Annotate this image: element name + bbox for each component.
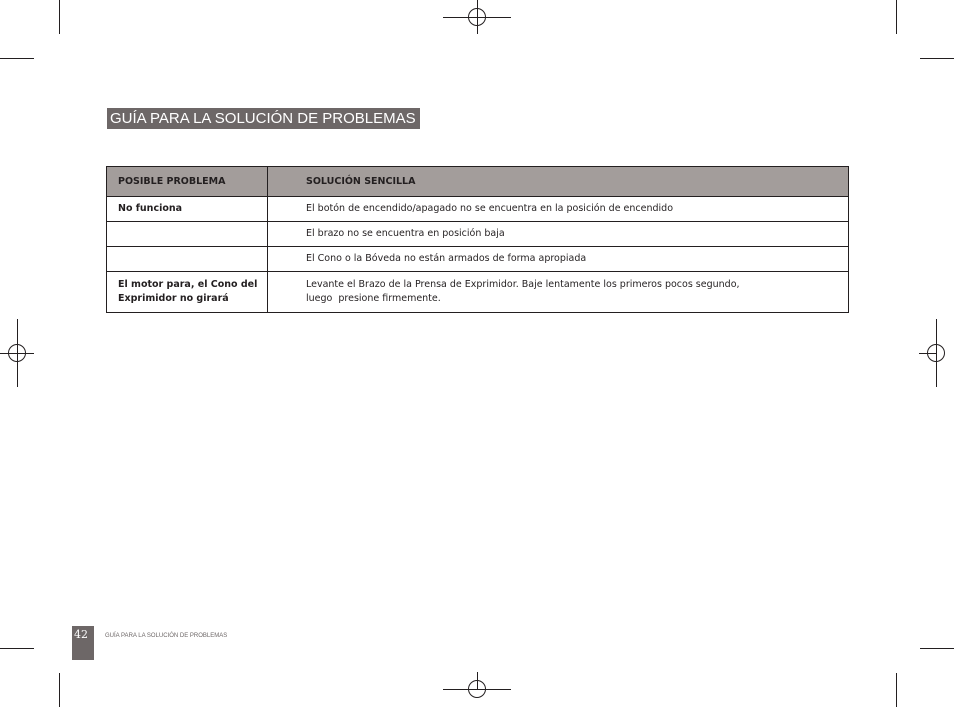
- table-row: [107, 197, 849, 222]
- crop-mark-top-left-horizontal: [0, 58, 34, 59]
- crop-mark-top-right-horizontal: [920, 58, 954, 59]
- table-row: [107, 222, 849, 247]
- solution-line: Levante el Brazo de la Prensa de Exprimidor. Baje lentamente los primeros pocos segundo,: [306, 279, 740, 290]
- problem-cell: [107, 247, 268, 272]
- crop-mark-bottom-right-vertical: [896, 673, 897, 707]
- page-number: 42: [74, 628, 88, 641]
- crop-mark-top-left-vertical: [59, 0, 60, 34]
- solution-cell: El botón de encendido/apagado no se encuentra en la posición de encendido: [268, 197, 849, 222]
- solution-cell: El brazo no se encuentra en posición baja: [268, 222, 849, 247]
- header-simple-solution: SOLUCIÓN SENCILLA: [268, 167, 849, 197]
- table-header-row: [107, 167, 849, 197]
- solution-cell: El Cono o la Bóveda no están armados de forma apropiada: [268, 247, 849, 272]
- section-title: GUÍA PARA LA SOLUCIÓN DE PROBLEMAS: [107, 108, 420, 129]
- table-row: [107, 247, 849, 272]
- problem-cell: No funciona: [107, 197, 268, 222]
- table-row: [107, 272, 849, 313]
- troubleshooting-table: [106, 166, 849, 313]
- crop-mark-bottom-left-vertical: [59, 673, 60, 707]
- crop-mark-bottom-right-horizontal: [920, 648, 954, 649]
- problem-cell: [107, 222, 268, 247]
- crop-mark-top-right-vertical: [896, 0, 897, 34]
- crop-mark-bottom-left-horizontal: [0, 648, 34, 649]
- problem-line: Exprimidor no girará: [118, 293, 229, 304]
- problem-cell: [107, 272, 268, 313]
- running-footer-title: GUÍA PARA LA SOLUCIÓN DE PROBLEMAS: [105, 633, 228, 639]
- header-possible-problem: POSIBLE PROBLEMA: [107, 167, 268, 197]
- solution-line: luego presione firmemente.: [306, 293, 441, 304]
- solution-cell: [268, 272, 849, 313]
- problem-line: El motor para, el Cono del: [118, 279, 258, 290]
